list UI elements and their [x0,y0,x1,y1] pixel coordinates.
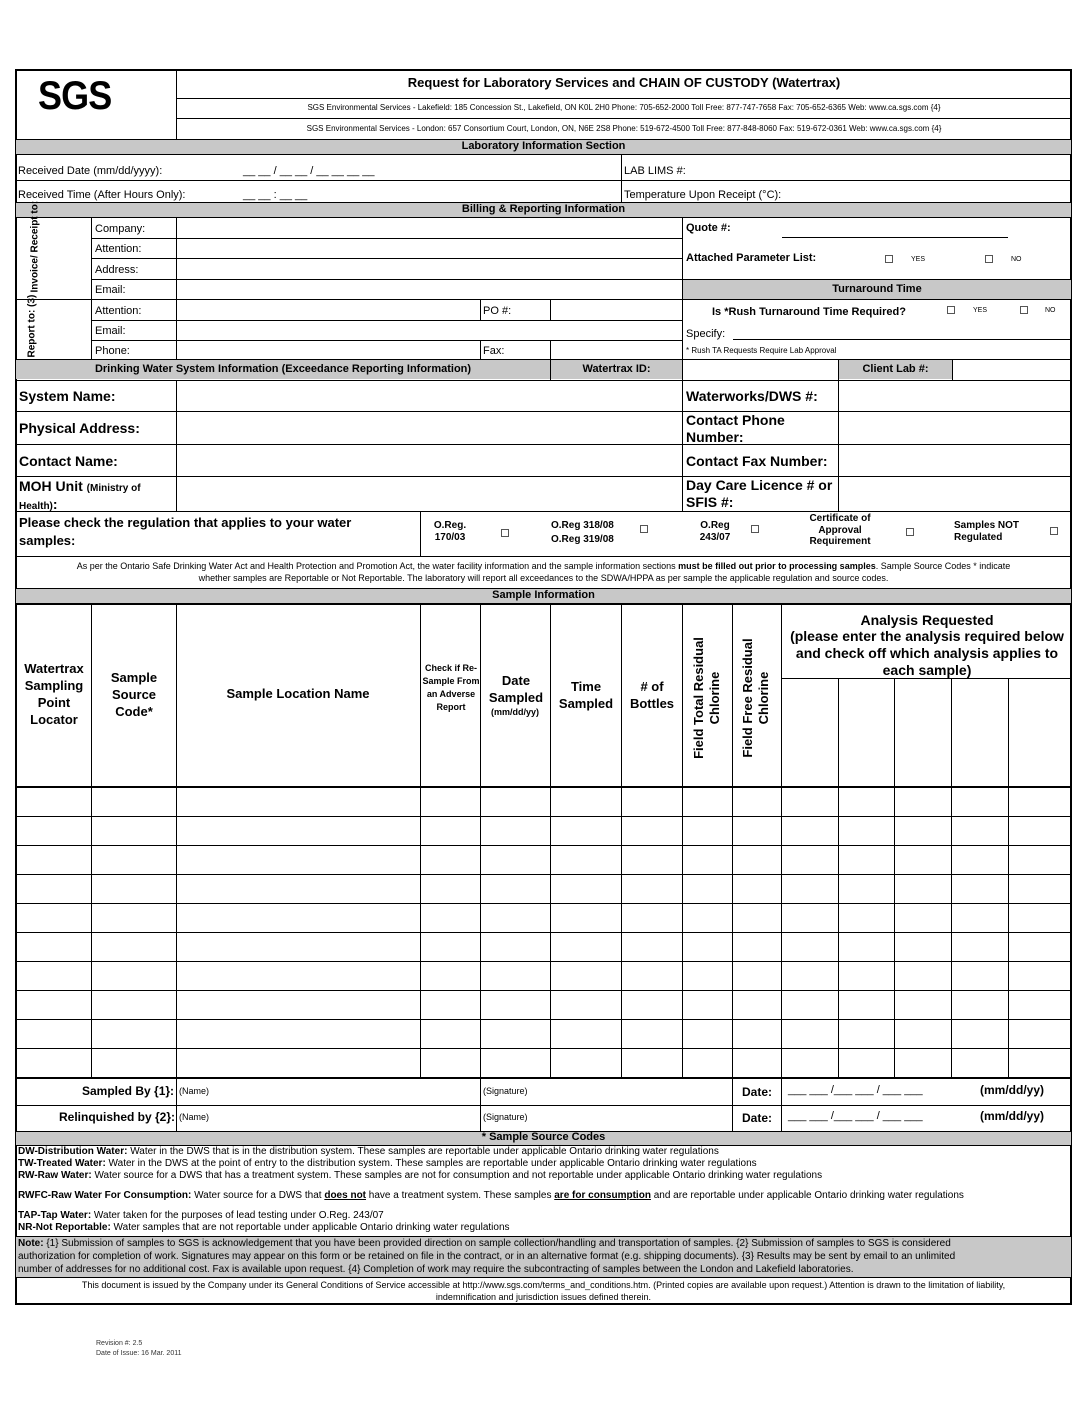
attached-param-label: Attached Parameter List: [686,252,817,264]
code-tw: TW-Treated Water: Water in the DWS at the point of entry to the distribution system. These samples are reportable under applicable Ontario drinking water regulations [18,1158,757,1169]
note-line-1: Note: {1} Submission of samples to SGS is acknowledgement that you have been provided direction on sample collection/handling and transportation of samples. {2} Submission of samples to SGS is considered [18,1238,951,1249]
regulation-question-2: samples: [19,533,76,548]
daycare-label-1: Day Care Licence # or [686,477,833,493]
oreg-170-label: O.Reg. 170/03 [433,520,467,543]
note-line-2: authorization for completion of work. Signatures may appear on this form or be retained on file in the contract, or in an alternative format (e.g. shipping documents). {3} Results may be sent by email to an unlimited [18,1251,956,1262]
phone-label: Phone: [95,345,130,357]
col-time-sampled: Time Sampled [558,679,614,711]
physical-address-label: Physical Address: [19,420,140,436]
param-yes-checkbox[interactable] [885,255,893,263]
received-date-field[interactable]: __ __ / __ __ / __ __ __ __ [243,165,375,177]
waterworks-label: Waterworks/DWS #: [686,388,818,404]
not-regulated-checkbox[interactable] [1050,527,1058,535]
table-row[interactable] [15,932,1072,933]
report-email-label: Email: [95,325,126,337]
lab-lims-label: LAB LIMS #: [624,165,686,177]
table-row[interactable] [15,845,1072,846]
attention-label: Attention: [95,243,142,255]
contact-name-label: Contact Name: [19,453,118,469]
rush-no-checkbox[interactable] [1020,306,1028,314]
code-rw: RW-Raw Water: Water source for a DWS that has a treatment system. These samples are not for consumption and not reportable under applicable Ontario drinking water regulations [18,1170,823,1181]
logo: SGS [38,74,112,118]
table-row[interactable] [15,1048,1072,1049]
moh-health-label: Health): [19,496,58,512]
table-row[interactable] [15,990,1072,991]
rush-yes-checkbox[interactable] [947,306,955,314]
col-bottles: # of Bottles [629,679,675,711]
received-date-label: Received Date (mm/dd/yyyy): [18,165,163,177]
relinquished-name-field[interactable]: (Name) [179,1112,210,1122]
col-total-chlorine: Field Total Residual Chlorine [691,637,722,759]
system-name-label: System Name: [19,388,116,404]
table-row[interactable] [15,961,1072,962]
relinquished-date-field[interactable]: ___ ___ /___ ___ / ___ ___ [788,1110,923,1122]
not-regulated-label: Samples NOT Regulated [954,520,1020,543]
disclaimer-2: indemnification and jurisdiction issues defined therein. [435,1292,652,1302]
dws-title: Drinking Water System Information (Exceedance Reporting Information) [94,363,472,375]
relinquished-date-format: (mm/dd/yy) [980,1109,1045,1123]
report-to-label: Report to: (3) [26,294,38,358]
analysis-instr-1: (please enter the analysis required below [790,628,1064,644]
specify-label: Specify: [686,328,726,340]
relinquished-by-label: Relinquished by {2}: [59,1110,176,1124]
param-no-checkbox[interactable] [985,255,993,263]
col-date-sampled: Date Sampled [488,673,544,705]
sampled-signature-field[interactable]: (Signature) [483,1086,528,1096]
date-of-issue: Date of Issue: 16 Mar. 2011 [96,1350,182,1357]
relinquished-signature-field[interactable]: (Signature) [483,1112,528,1122]
table-row[interactable] [15,1019,1072,1020]
table-row[interactable] [15,903,1072,904]
code-rwfc: RWFC-Raw Water For Consumption: Water source for a DWS that does not have a treatment system. These samples are for consumption and are reportable under applicable Ontario drinking water regulations [18,1190,964,1201]
contact-phone-label-1: Contact Phone [686,412,785,428]
rush-no-label: NO [1045,307,1056,314]
email-label: Email: [95,284,126,296]
revision-number: Revision #: 2.5 [96,1340,143,1347]
sampled-date-format: (mm/dd/yy) [980,1083,1045,1097]
sample-info-title: Sample Information [492,589,595,601]
regulation-note-2: whether samples are Reportable or Not Reportable. The laboratory will report all exceedances to the SDWA/HPPA as per sample the applicable regulation and source codes. [198,573,889,583]
col-source-code: Sample Source Code* [110,670,158,719]
lab-section-title: Laboratory Information Section [461,140,626,152]
billing-title: Billing & Reporting Information [461,203,626,215]
sampled-name-field[interactable]: (Name) [179,1086,210,1096]
table-row[interactable] [15,874,1072,875]
col-free-chlorine: Field Free Residual Chlorine [740,638,771,758]
oreg-318-label: O.Reg 318/08 [551,520,614,531]
code-nr: NR-Not Reportable: Water samples that are not reportable under applicable Ontario drinking water regulations [18,1222,510,1233]
col-location-name: Sample Location Name [226,686,370,701]
contact-phone-label-2: Number: [686,429,744,445]
contact-fax-label: Contact Fax Number: [686,453,828,469]
client-lab-label: Client Lab #: [862,363,929,375]
sampled-date-field[interactable]: ___ ___ /___ ___ / ___ ___ [788,1084,923,1096]
note-line-3: number of addresses for no additional cost. Fax is available upon request. {4} Completion of work may require the subcontracting of samples between the London and Lakefield laboratories. [18,1264,854,1275]
param-no-label: NO [1011,256,1022,263]
analysis-instr-2: and check off which analysis applies to [795,645,1059,661]
rush-question: Is *Rush Turnaround Time Required? [712,306,906,318]
regulation-note-1: As per the Ontario Safe Drinking Water Act and Health Protection and Promotion Act, the water facility information and the sample information sections must be filled out prior to processing samples. Sample Source Codes * indicate [76,561,1011,571]
report-attention-label: Attention: [95,305,142,317]
sampled-date-label: Date: [742,1085,773,1099]
oreg-319-label: O.Reg 319/08 [551,534,614,545]
analysis-instr-3: each sample) [882,662,972,678]
rush-note: * Rush TA Requests Require Lab Approval [686,346,837,355]
received-time-field[interactable]: __ __ : __ __ [243,189,308,201]
codes-title: * Sample Source Codes [481,1131,606,1143]
oreg-318-checkbox[interactable] [640,525,648,533]
col-resample-check: Check if Re-Sample From an Adverse Report [422,663,480,712]
invoice-receipt-label: Invoice/ Receipt to: [29,200,41,293]
disclaimer-1: This document is issued by the Company under its General Conditions of Service accessible at http://www.sgs.com/terms_and_conditions.htm. (Printed copies are available upon request.) Attention is drawn to the limitation of liability, [81,1280,1006,1290]
code-dw: DW-Distribution Water: Water in the DWS that is in the distribution system. These samples are reportable under applicable Ontario drinking water regulations [18,1146,719,1157]
lakefield-address: SGS Environmental Services - Lakefield: 185 Concession St., Lakefield, ON K0L 2H0 Phone: 705-652-2000 Toll Free: 877-747-7658 Fax: 705-652-6365 Web: www.ca.sgs.com {4} [307,103,941,112]
rush-yes-label: YES [973,307,988,314]
fax-label: Fax: [483,345,505,357]
oreg-170-checkbox[interactable] [501,529,509,537]
sampled-by-label: Sampled By {1}: [82,1084,175,1098]
oreg-243-checkbox[interactable] [751,525,759,533]
company-label: Company: [95,223,146,235]
address-label: Address: [95,264,139,276]
quote-label: Quote #: [686,222,731,234]
oreg-243-label: O.Reg 243/07 [699,520,731,543]
regulation-question-1: Please check the regulation that applies to your water [19,515,352,530]
form-title: Request for Laboratory Services and CHAIN OF CUSTODY (Watertrax) [407,75,841,90]
col-locator: Watertrax Sampling Point Locator [24,661,84,727]
po-label: PO #: [483,305,512,317]
turnaround-title: Turnaround Time [832,283,922,295]
london-address: SGS Environmental Services - London: 657 Consortium Court, London, ON, N6E 2S8 Phone: 519-672-4500 Toll Free: 877-848-8060 Fax: 519-672-0361 Web: www.ca.sgs.com {4} [306,124,942,133]
certificate-label: Certificate of Approval Requirement [809,513,871,547]
param-yes-label: YES [911,256,926,263]
analysis-title: Analysis Requested [860,612,994,628]
temperature-label: Temperature Upon Receipt (°C): [624,189,782,201]
code-tap: TAP-Tap Water: Water taken for the purposes of lead testing under O.Reg. 243/07 [18,1210,384,1221]
certificate-checkbox[interactable] [906,528,914,536]
moh-unit-label: MOH Unit (Ministry of [19,478,141,494]
relinquished-date-label: Date: [742,1111,773,1125]
received-time-label: Received Time (After Hours Only): [18,189,186,201]
daycare-label-2: SFIS #: [686,494,734,510]
watertrax-id-label: Watertrax ID: [582,363,651,375]
col-date-format: (mm/dd/yy) [490,707,539,717]
table-row[interactable] [15,816,1072,817]
